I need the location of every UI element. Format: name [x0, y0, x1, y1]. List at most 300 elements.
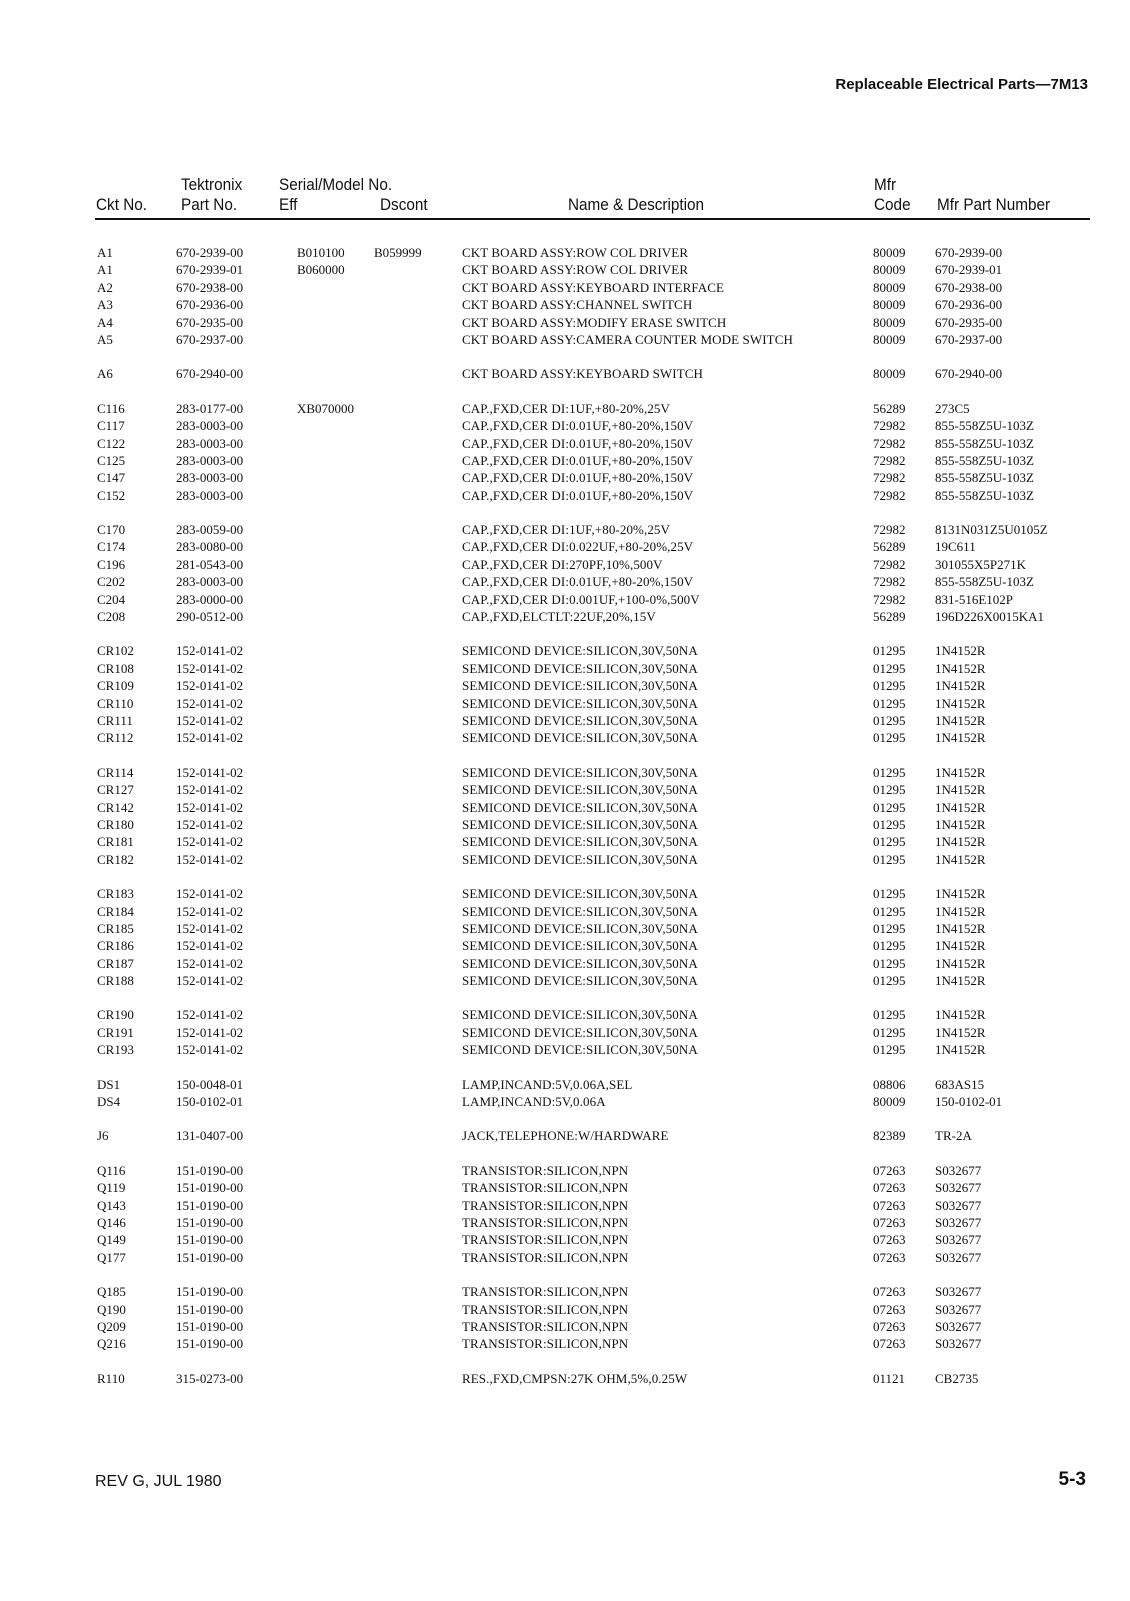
- mfr-code: 80009: [873, 331, 906, 347]
- col-dscont: Dscont: [380, 195, 428, 214]
- ckt-no: CR127: [97, 782, 134, 798]
- parts-group: [0, 1162, 1130, 1266]
- parts-group: [0, 1076, 1130, 1111]
- table-row: [0, 296, 1130, 313]
- mfr-code: 80009: [873, 245, 906, 260]
- mfr-code: 72982: [873, 470, 906, 486]
- part-no: 151-0190-00: [176, 1232, 244, 1248]
- mfr-part-number: S032677: [935, 1214, 982, 1230]
- mfr-part-number: 1N4152R: [935, 712, 986, 728]
- table-row: [0, 937, 1130, 954]
- mfr-code: 01295: [873, 1042, 906, 1058]
- name-description: CKT BOARD ASSY:CAMERA COUNTER MODE SWITCH: [462, 331, 793, 347]
- col-eff: Eff: [279, 195, 298, 214]
- mfr-part-number: 1N4152R: [935, 886, 986, 902]
- mfr-part-number: S032677: [935, 1180, 982, 1196]
- mfr-part-number: 1N4152R: [935, 799, 986, 815]
- table-row: [0, 712, 1130, 729]
- part-no: 670-2937-00: [176, 331, 244, 347]
- mfr-code: 72982: [873, 435, 906, 451]
- name-description: JACK,TELEPHONE:W/HARDWARE: [462, 1128, 669, 1144]
- mfr-code: 80009: [873, 279, 906, 295]
- mfr-code: 01295: [873, 816, 906, 832]
- mfr-code: 01295: [873, 712, 906, 728]
- part-no: 283-0003-00: [176, 452, 244, 468]
- part-no: 151-0190-00: [176, 1180, 244, 1196]
- ckt-no: Q119: [97, 1180, 126, 1196]
- part-no: 283-0003-00: [176, 574, 244, 590]
- ckt-no: CR187: [97, 955, 134, 971]
- part-no: 152-0141-02: [176, 678, 244, 694]
- table-row: [0, 417, 1130, 434]
- part-no: 670-2936-00: [176, 297, 244, 313]
- table-row: [0, 261, 1130, 278]
- dscont-serial: B059999: [374, 245, 422, 260]
- name-description: SEMICOND DEVICE:SILICON,30V,50NA: [462, 1042, 698, 1058]
- name-description: CKT BOARD ASSY:ROW COL DRIVER: [462, 245, 689, 260]
- name-description: CAP.,FXD,CER DI:0.001UF,+100-0%,500V: [462, 591, 700, 607]
- mfr-part-number: 670-2939-01: [935, 262, 1003, 278]
- name-description: TRANSISTOR:SILICON,NPN: [462, 1318, 629, 1334]
- mfr-part-number: 670-2938-00: [935, 279, 1003, 295]
- mfr-code: 56289: [873, 400, 906, 416]
- mfr-part-number: 1N4152R: [935, 643, 986, 659]
- parts-group: [0, 1283, 1130, 1353]
- mfr-code: 56289: [873, 539, 906, 555]
- table-row: [0, 1041, 1130, 1058]
- name-description: TRANSISTOR:SILICON,NPN: [462, 1249, 629, 1265]
- part-no: 152-0141-02: [176, 1024, 244, 1040]
- mfr-code: 80009: [873, 297, 906, 313]
- ckt-no: C122: [97, 435, 126, 451]
- ckt-no: CR191: [97, 1024, 134, 1040]
- name-description: CAP.,FXD,CER DI:0.01UF,+80-20%,150V: [462, 574, 694, 590]
- name-description: SEMICOND DEVICE:SILICON,30V,50NA: [462, 886, 698, 902]
- mfr-part-number: 196D226X0015KA1: [935, 609, 1045, 625]
- table-row: [0, 1231, 1130, 1248]
- table-row: [0, 331, 1130, 348]
- mfr-part-number: S032677: [935, 1232, 982, 1248]
- mfr-part-number: S032677: [935, 1197, 982, 1213]
- mfr-part-number: 855-558Z5U-103Z: [935, 435, 1034, 451]
- ckt-no: CR180: [97, 816, 134, 832]
- name-description: CKT BOARD ASSY:MODIFY ERASE SWITCH: [462, 314, 727, 330]
- name-description: CAP.,FXD,CER DI:0.01UF,+80-20%,150V: [462, 470, 694, 486]
- table-row: [0, 677, 1130, 694]
- ckt-no: Q185: [97, 1284, 126, 1300]
- col-mfr-line1: Mfr: [874, 175, 897, 194]
- ckt-no: CR108: [97, 660, 134, 676]
- table-row: [0, 660, 1130, 677]
- name-description: TRANSISTOR:SILICON,NPN: [462, 1162, 629, 1178]
- ckt-no: C147: [97, 470, 126, 486]
- mfr-part-number: 670-2939-00: [935, 245, 1003, 260]
- name-description: SEMICOND DEVICE:SILICON,30V,50NA: [462, 678, 698, 694]
- parts-group: [0, 1370, 1130, 1387]
- ckt-no: Q177: [97, 1249, 126, 1265]
- part-no: 152-0141-02: [176, 938, 244, 954]
- mfr-code: 72982: [873, 574, 906, 590]
- ckt-no: J6: [97, 1128, 109, 1144]
- table-row: [0, 885, 1130, 902]
- mfr-code: 80009: [873, 314, 906, 330]
- parts-group: [0, 365, 1130, 382]
- ckt-no: Q190: [97, 1301, 126, 1317]
- mfr-part-number: 1N4152R: [935, 660, 986, 676]
- mfr-code: 07263: [873, 1249, 906, 1265]
- part-no: 152-0141-02: [176, 799, 244, 815]
- mfr-part-number: 670-2936-00: [935, 297, 1003, 313]
- ckt-no: CR183: [97, 886, 134, 902]
- ckt-no: DS4: [97, 1094, 121, 1110]
- name-description: SEMICOND DEVICE:SILICON,30V,50NA: [462, 643, 698, 659]
- mfr-code: 01295: [873, 1024, 906, 1040]
- part-no: 152-0141-02: [176, 695, 244, 711]
- ckt-no: C116: [97, 400, 125, 416]
- mfr-part-number: S032677: [935, 1318, 982, 1334]
- ckt-no: CR186: [97, 938, 134, 954]
- mfr-code: 07263: [873, 1180, 906, 1196]
- mfr-code: 01295: [873, 730, 906, 746]
- mfr-code: 01295: [873, 782, 906, 798]
- table-row: [0, 816, 1130, 833]
- ckt-no: CR193: [97, 1042, 134, 1058]
- table-row: [0, 591, 1130, 608]
- ckt-no: A5: [97, 331, 113, 347]
- ckt-no: C152: [97, 487, 126, 503]
- part-no: 283-0003-00: [176, 418, 244, 434]
- mfr-part-number: 1N4152R: [935, 1007, 986, 1023]
- mfr-code: 01295: [873, 938, 906, 954]
- parts-group: [0, 1006, 1130, 1058]
- mfr-part-number: 855-558Z5U-103Z: [935, 487, 1034, 503]
- mfr-code: 56289: [873, 609, 906, 625]
- ckt-no: C208: [97, 609, 126, 625]
- ckt-no: R110: [97, 1370, 125, 1386]
- mfr-part-number: 8131N031Z5U0105Z: [935, 522, 1048, 538]
- mfr-code: 01295: [873, 678, 906, 694]
- part-no: 283-0003-00: [176, 487, 244, 503]
- mfr-code: 72982: [873, 452, 906, 468]
- ckt-no: CR185: [97, 920, 134, 936]
- mfr-part-number: 1N4152R: [935, 1042, 986, 1058]
- name-description: SEMICOND DEVICE:SILICON,30V,50NA: [462, 799, 698, 815]
- name-description: TRANSISTOR:SILICON,NPN: [462, 1284, 629, 1300]
- mfr-code: 80009: [873, 366, 906, 382]
- mfr-code: 72982: [873, 522, 906, 538]
- table-row: [0, 764, 1130, 781]
- ckt-no: CR184: [97, 903, 134, 919]
- mfr-code: 01295: [873, 764, 906, 780]
- part-no: 152-0141-02: [176, 730, 244, 746]
- part-no: 315-0273-00: [176, 1370, 244, 1386]
- table-row: [0, 1214, 1130, 1231]
- mfr-part-number: 1N4152R: [935, 920, 986, 936]
- eff-serial: XB070000: [297, 400, 355, 416]
- mfr-code: 07263: [873, 1284, 906, 1300]
- part-no: 151-0190-00: [176, 1214, 244, 1230]
- table-row: [0, 1076, 1130, 1093]
- name-description: CAP.,FXD,CER DI:0.01UF,+80-20%,150V: [462, 418, 694, 434]
- table-row: [0, 279, 1130, 296]
- mfr-part-number: 1N4152R: [935, 955, 986, 971]
- name-description: CKT BOARD ASSY:ROW COL DRIVER: [462, 262, 689, 278]
- part-no: 670-2935-00: [176, 314, 244, 330]
- name-description: CAP.,FXD,CER DI:0.01UF,+80-20%,150V: [462, 452, 694, 468]
- part-no: 152-0141-02: [176, 764, 244, 780]
- mfr-part-number: 1N4152R: [935, 730, 986, 746]
- table-row: [0, 1318, 1130, 1335]
- part-no: 152-0141-02: [176, 643, 244, 659]
- part-no: 152-0141-02: [176, 816, 244, 832]
- part-no: 670-2939-00: [176, 245, 244, 260]
- part-no: 152-0141-02: [176, 1007, 244, 1023]
- part-no: 152-0141-02: [176, 712, 244, 728]
- header-rule: [95, 218, 1090, 220]
- mfr-code: 07263: [873, 1232, 906, 1248]
- ckt-no: C202: [97, 574, 126, 590]
- mfr-part-number: 855-558Z5U-103Z: [935, 452, 1034, 468]
- part-no: 151-0190-00: [176, 1249, 244, 1265]
- table-row: [0, 1370, 1130, 1387]
- parts-group: [0, 642, 1130, 746]
- eff-serial: B060000: [297, 262, 345, 278]
- part-no: 670-2940-00: [176, 366, 244, 382]
- table-row: [0, 1179, 1130, 1196]
- mfr-code: 01295: [873, 886, 906, 902]
- part-no: 670-2938-00: [176, 279, 244, 295]
- name-description: CAP.,FXD,CER DI:1UF,+80-20%,25V: [462, 522, 671, 538]
- part-no: 283-0080-00: [176, 539, 244, 555]
- part-no: 152-0141-02: [176, 886, 244, 902]
- name-description: SEMICOND DEVICE:SILICON,30V,50NA: [462, 834, 698, 850]
- name-description: SEMICOND DEVICE:SILICON,30V,50NA: [462, 695, 698, 711]
- ckt-no: C196: [97, 556, 126, 572]
- mfr-code: 07263: [873, 1318, 906, 1334]
- mfr-part-number: 1N4152R: [935, 851, 986, 867]
- name-description: CAP.,FXD,CER DI:1UF,+80-20%,25V: [462, 400, 671, 416]
- mfr-code: 01295: [873, 695, 906, 711]
- ckt-no: CR114: [97, 764, 134, 780]
- col-mfr-part-number: Mfr Part Number: [937, 195, 1051, 214]
- part-no: 152-0141-02: [176, 955, 244, 971]
- parts-group: [0, 885, 1130, 989]
- table-row: [0, 608, 1130, 625]
- name-description: SEMICOND DEVICE:SILICON,30V,50NA: [462, 903, 698, 919]
- table-row: [0, 487, 1130, 504]
- col-name-description: Name & Description: [568, 195, 705, 214]
- table-row: [0, 365, 1130, 382]
- mfr-code: 72982: [873, 487, 906, 503]
- ckt-no: CR110: [97, 695, 134, 711]
- part-no: 283-0000-00: [176, 591, 244, 607]
- part-no: 152-0141-02: [176, 834, 244, 850]
- mfr-code: 01295: [873, 660, 906, 676]
- footer-revision: REV G, JUL 1980: [95, 1473, 222, 1490]
- mfr-part-number: 1N4152R: [935, 903, 986, 919]
- mfr-part-number: 150-0102-01: [935, 1094, 1003, 1110]
- mfr-code: 07263: [873, 1197, 906, 1213]
- ckt-no: A2: [97, 279, 113, 295]
- mfr-part-number: 1N4152R: [935, 834, 986, 850]
- mfr-code: 08806: [873, 1076, 906, 1092]
- part-no: 152-0141-02: [176, 920, 244, 936]
- table-row: [0, 972, 1130, 989]
- table-row: [0, 538, 1130, 555]
- name-description: SEMICOND DEVICE:SILICON,30V,50NA: [462, 851, 698, 867]
- mfr-code: 72982: [873, 418, 906, 434]
- mfr-part-number: 670-2935-00: [935, 314, 1003, 330]
- mfr-code: 01295: [873, 643, 906, 659]
- name-description: TRANSISTOR:SILICON,NPN: [462, 1214, 629, 1230]
- table-row: [0, 1093, 1130, 1110]
- ckt-no: A1: [97, 245, 113, 260]
- mfr-code: 07263: [873, 1162, 906, 1178]
- mfr-code: 01295: [873, 1007, 906, 1023]
- mfr-code: 07263: [873, 1301, 906, 1317]
- name-description: CAP.,FXD,CER DI:270PF,10%,500V: [462, 556, 663, 572]
- col-tektronix-line2: Part No.: [181, 195, 238, 214]
- part-no: 151-0190-00: [176, 1284, 244, 1300]
- ckt-no: Q216: [97, 1336, 126, 1352]
- table-row: [0, 1283, 1130, 1300]
- mfr-code: 01295: [873, 834, 906, 850]
- name-description: SEMICOND DEVICE:SILICON,30V,50NA: [462, 973, 698, 989]
- part-no: 283-0003-00: [176, 470, 244, 486]
- mfr-part-number: S032677: [935, 1284, 982, 1300]
- ckt-no: Q209: [97, 1318, 126, 1334]
- name-description: TRANSISTOR:SILICON,NPN: [462, 1336, 629, 1352]
- name-description: SEMICOND DEVICE:SILICON,30V,50NA: [462, 920, 698, 936]
- table-row: [0, 1127, 1130, 1144]
- ckt-no: CR188: [97, 973, 134, 989]
- col-serial-model: Serial/Model No.: [279, 175, 393, 194]
- name-description: LAMP,INCAND:5V,0.06A,SEL: [462, 1076, 633, 1092]
- mfr-part-number: TR-2A: [935, 1128, 972, 1144]
- mfr-part-number: 19C611: [935, 539, 976, 555]
- part-no: 152-0141-02: [176, 851, 244, 867]
- mfr-code: 01295: [873, 920, 906, 936]
- part-no: 152-0141-02: [176, 973, 244, 989]
- ckt-no: C117: [97, 418, 125, 434]
- ckt-no: CR142: [97, 799, 134, 815]
- eff-serial: B010100: [297, 245, 345, 260]
- part-no: 151-0190-00: [176, 1197, 244, 1213]
- col-tektronix-line1: Tektronix: [181, 175, 243, 194]
- mfr-part-number: S032677: [935, 1336, 982, 1352]
- mfr-part-number: 1N4152R: [935, 695, 986, 711]
- table-row: [0, 469, 1130, 486]
- ckt-no: DS1: [97, 1076, 121, 1092]
- mfr-part-number: 855-558Z5U-103Z: [935, 574, 1034, 590]
- part-no: 290-0512-00: [176, 609, 244, 625]
- part-no: 283-0003-00: [176, 435, 244, 451]
- col-mfr-code: Code: [874, 195, 911, 214]
- table-row: [0, 314, 1130, 331]
- parts-group: [0, 764, 1130, 868]
- page-header-title: Replaceable Electrical Parts—7M13: [835, 76, 1088, 93]
- ckt-no: C125: [97, 452, 126, 468]
- parts-group: [0, 1127, 1130, 1144]
- parts-group: [0, 244, 1130, 348]
- table-row: [0, 1197, 1130, 1214]
- name-description: SEMICOND DEVICE:SILICON,30V,50NA: [462, 816, 698, 832]
- part-no: 151-0190-00: [176, 1318, 244, 1334]
- name-description: TRANSISTOR:SILICON,NPN: [462, 1197, 629, 1213]
- part-no: 152-0141-02: [176, 782, 244, 798]
- name-description: SEMICOND DEVICE:SILICON,30V,50NA: [462, 660, 698, 676]
- name-description: CAP.,FXD,CER DI:0.01UF,+80-20%,150V: [462, 435, 694, 451]
- mfr-part-number: 855-558Z5U-103Z: [935, 470, 1034, 486]
- ckt-no: CR181: [97, 834, 134, 850]
- ckt-no: A1: [97, 262, 113, 278]
- table-row: [0, 521, 1130, 538]
- ckt-no: CR109: [97, 678, 134, 694]
- name-description: TRANSISTOR:SILICON,NPN: [462, 1232, 629, 1248]
- part-no: 150-0048-01: [176, 1076, 244, 1092]
- mfr-code: 80009: [873, 262, 906, 278]
- table-row: [0, 695, 1130, 712]
- mfr-part-number: 831-516E102P: [935, 591, 1013, 607]
- ckt-no: C174: [97, 539, 126, 555]
- name-description: CKT BOARD ASSY:KEYBOARD INTERFACE: [462, 279, 725, 295]
- table-row: [0, 903, 1130, 920]
- name-description: RES.,FXD,CMPSN:27K OHM,5%,0.25W: [462, 1370, 688, 1386]
- name-description: SEMICOND DEVICE:SILICON,30V,50NA: [462, 1024, 698, 1040]
- ckt-no: CR102: [97, 643, 134, 659]
- table-row: [0, 1249, 1130, 1266]
- name-description: CKT BOARD ASSY:CHANNEL SWITCH: [462, 297, 693, 313]
- ckt-no: C204: [97, 591, 126, 607]
- part-no: 281-0543-00: [176, 556, 244, 572]
- mfr-code: 01121: [873, 1370, 906, 1386]
- name-description: CAP.,FXD,ELCTLT:22UF,20%,15V: [462, 609, 656, 625]
- table-row: [0, 400, 1130, 417]
- ckt-no: CR111: [97, 712, 133, 728]
- table-row: [0, 244, 1130, 261]
- name-description: SEMICOND DEVICE:SILICON,30V,50NA: [462, 730, 698, 746]
- table-row: [0, 1024, 1130, 1041]
- mfr-part-number: S032677: [935, 1249, 982, 1265]
- name-description: SEMICOND DEVICE:SILICON,30V,50NA: [462, 712, 698, 728]
- name-description: TRANSISTOR:SILICON,NPN: [462, 1301, 629, 1317]
- mfr-part-number: 1N4152R: [935, 678, 986, 694]
- mfr-code: 07263: [873, 1214, 906, 1230]
- mfr-part-number: 855-558Z5U-103Z: [935, 418, 1034, 434]
- mfr-part-number: S032677: [935, 1162, 982, 1178]
- parts-list: [0, 244, 1130, 1404]
- table-row: [0, 799, 1130, 816]
- ckt-no: C170: [97, 522, 126, 538]
- table-row: [0, 955, 1130, 972]
- table-row: [0, 642, 1130, 659]
- mfr-part-number: 670-2937-00: [935, 331, 1003, 347]
- name-description: SEMICOND DEVICE:SILICON,30V,50NA: [462, 764, 698, 780]
- table-row: [0, 573, 1130, 590]
- mfr-part-number: 1N4152R: [935, 938, 986, 954]
- parts-group: [0, 400, 1130, 504]
- mfr-code: 07263: [873, 1336, 906, 1352]
- part-no: 283-0177-00: [176, 400, 244, 416]
- table-row: [0, 729, 1130, 746]
- name-description: CAP.,FXD,CER DI:0.01UF,+80-20%,150V: [462, 487, 694, 503]
- mfr-code: 72982: [873, 591, 906, 607]
- mfr-part-number: 1N4152R: [935, 764, 986, 780]
- ckt-no: CR112: [97, 730, 134, 746]
- footer-page-number: 5-3: [1058, 1469, 1086, 1490]
- part-no: 131-0407-00: [176, 1128, 244, 1144]
- table-row: [0, 435, 1130, 452]
